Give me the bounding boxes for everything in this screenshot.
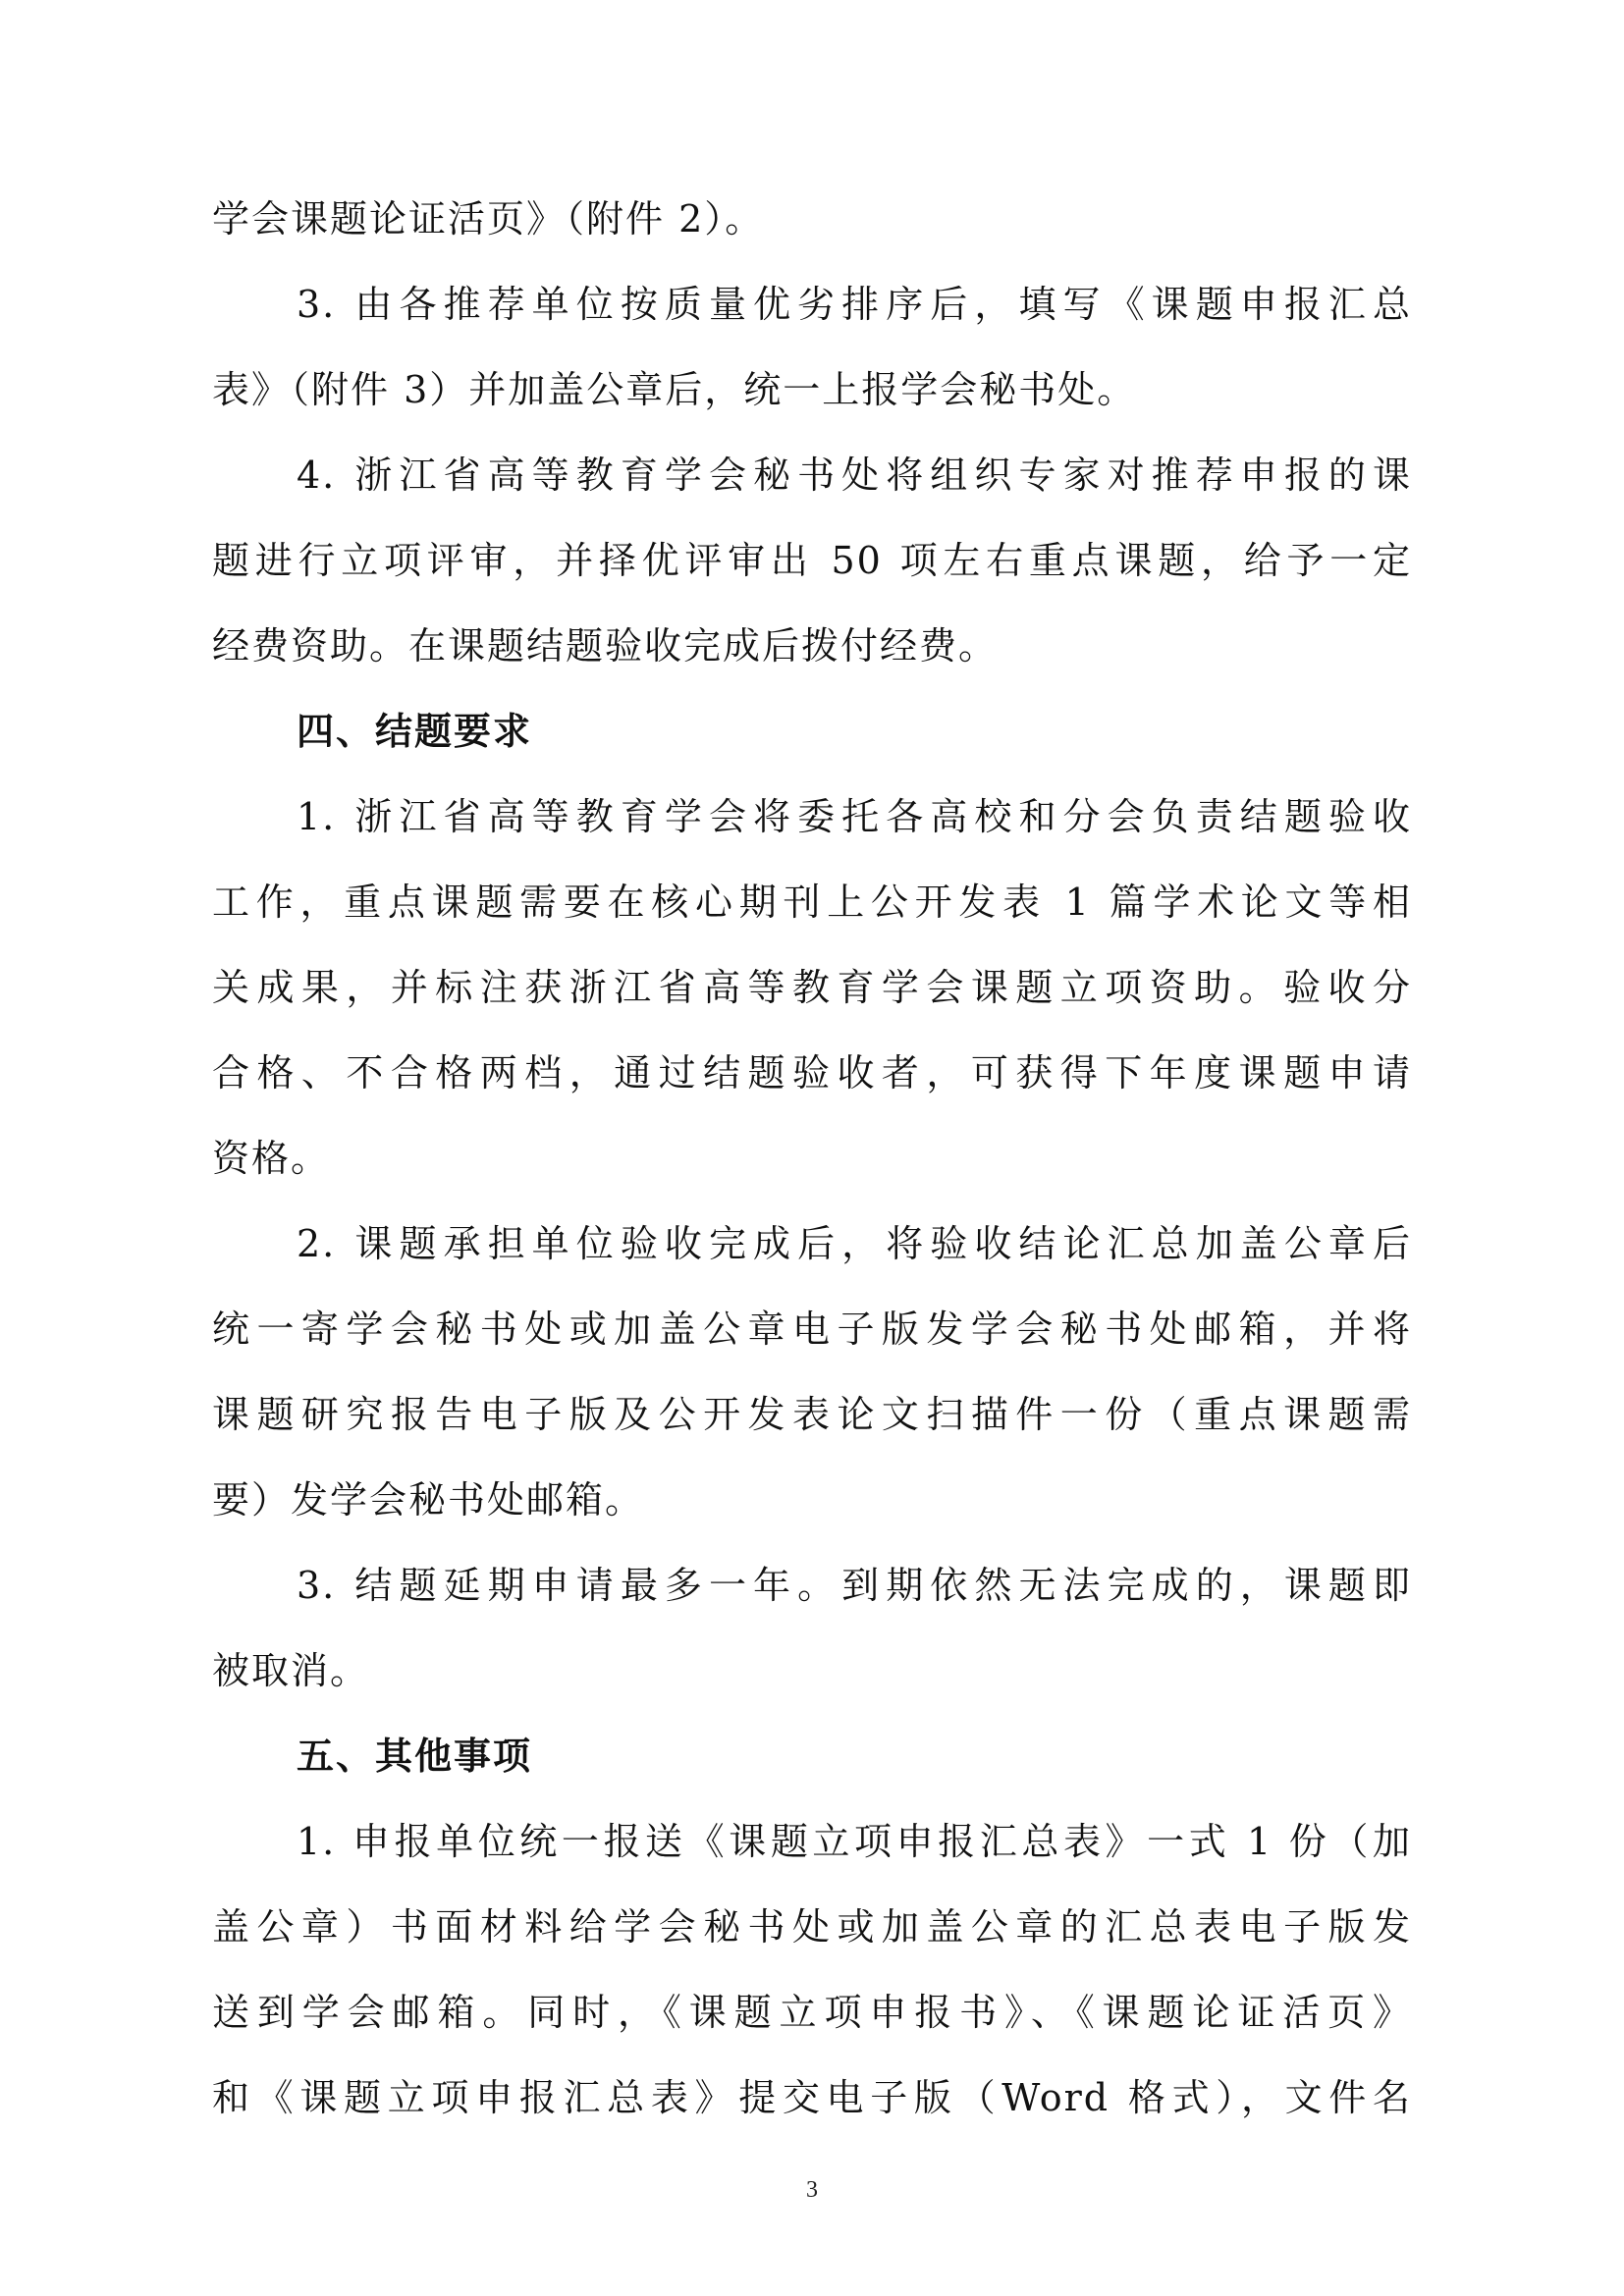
text-line: 课题研究报告电子版及公开发表论文扫描件一份（重点课题需: [212, 1393, 1412, 1436]
page-number: 3: [806, 2177, 818, 2203]
text-line: 被取消。: [212, 1649, 370, 1692]
text-line: 和《课题立项申报汇总表》提交电子版（Word 格式），文件名: [212, 2076, 1412, 2119]
text-line: 合格、不合格两档，通过结题验收者，可获得下年度课题申请: [212, 1051, 1412, 1095]
text-line: 1. 浙江省高等教育学会将委托各高校和分会负责结题验收: [297, 795, 1412, 838]
text-line: 统一寄学会秘书处或加盖公章电子版发学会秘书处邮箱，并将: [212, 1308, 1412, 1351]
text-line: 学会课题论证活页》（附件 2）。: [212, 197, 765, 240]
text-line: 3. 由各推荐单位按质量优劣排序后，填写《课题申报汇总: [297, 283, 1412, 326]
section-heading: 五、其他事项: [297, 1735, 533, 1778]
section-heading: 四、结题要求: [297, 710, 533, 753]
text-line: 1. 申报单位统一报送《课题立项申报汇总表》一式 1 份（加: [297, 1820, 1412, 1863]
text-line: 送到学会邮箱。同时，《课题立项申报书》、《课题论证活页》: [212, 1991, 1412, 2034]
text-line: 工作，重点课题需要在核心期刊上公开发表 1 篇学术论文等相: [212, 881, 1412, 924]
text-line: 题进行立项评审，并择优评审出 50 项左右重点课题，给予一定: [212, 539, 1412, 582]
text-line: 表》（附件 3）并加盖公章后，统一上报学会秘书处。: [212, 368, 1137, 411]
text-line: 2. 课题承担单位验收完成后，将验收结论汇总加盖公章后: [297, 1222, 1412, 1265]
text-line: 3. 结题延期申请最多一年。到期依然无法完成的，课题即: [297, 1564, 1412, 1607]
text-line: 经费资助。在课题结题验收完成后拨付经费。: [212, 624, 999, 667]
text-line: 资格。: [212, 1137, 331, 1180]
text-line: 盖公章）书面材料给学会秘书处或加盖公章的汇总表电子版发: [212, 1905, 1412, 1949]
document-body: [212, 177, 1412, 2141]
text-line: 要）发学会秘书处邮箱。: [212, 1478, 645, 1522]
text-line: 4. 浙江省高等教育学会秘书处将组织专家对推荐申报的课: [297, 454, 1412, 497]
text-line: 关成果，并标注获浙江省高等教育学会课题立项资助。验收分: [212, 966, 1412, 1009]
